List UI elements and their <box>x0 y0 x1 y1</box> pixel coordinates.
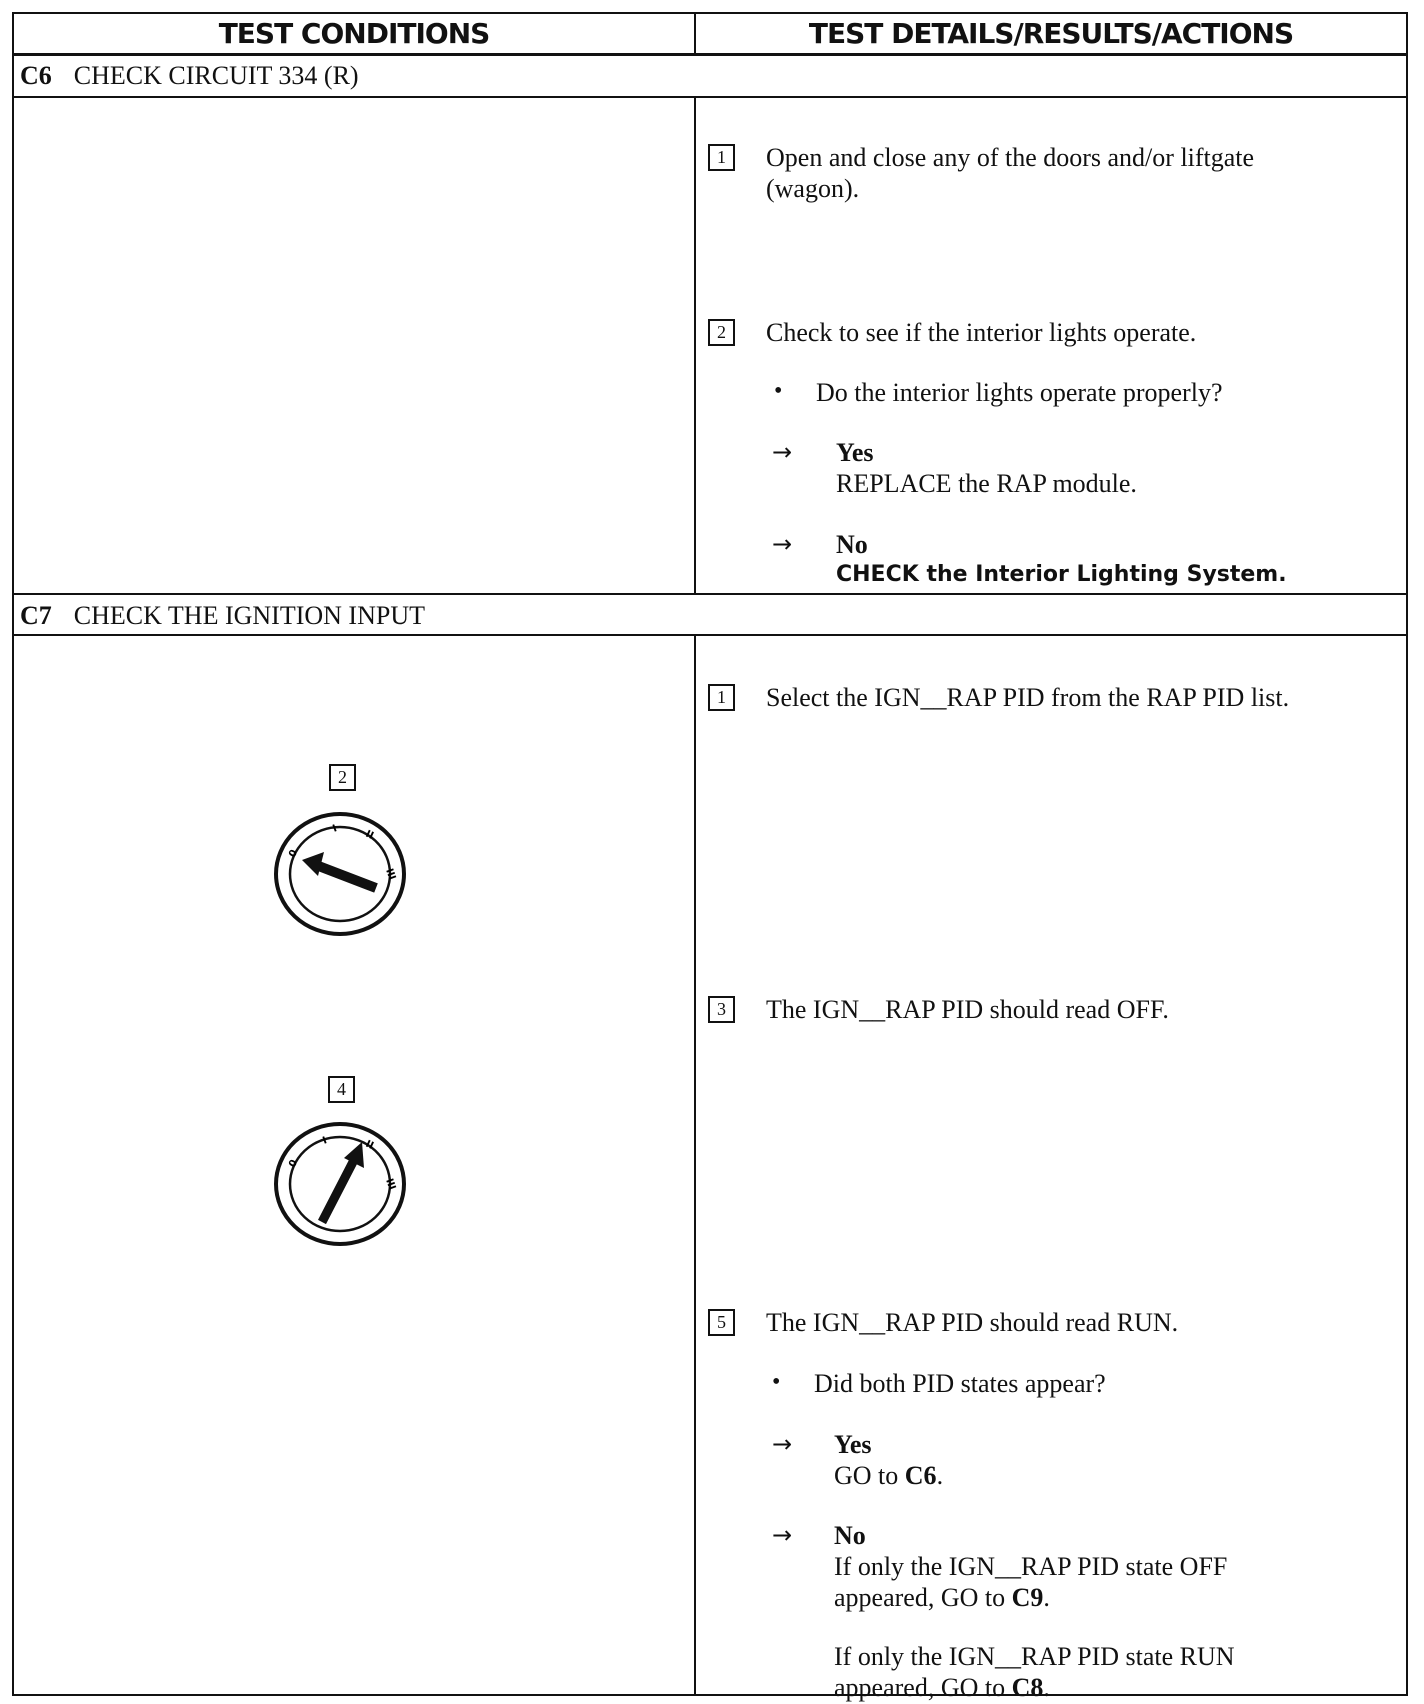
c7-no-action-1 <box>834 1551 1227 1613</box>
c6-step-1-number: 1 <box>708 144 735 171</box>
c7-question: Did both PID states appear? <box>814 1369 1106 1398</box>
c6-title-divider <box>12 96 1408 98</box>
c6-column-divider <box>694 97 696 594</box>
c7-no-action-2-ref: C8 <box>1011 1673 1044 1702</box>
c6-yes-label: Yes <box>836 438 874 467</box>
c7-step-5-text: The IGN__RAP PID should read RUN. <box>766 1308 1179 1337</box>
c6-code: C6 <box>20 61 52 90</box>
c7-step-1-text: Select the IGN__RAP PID from the RAP PID list. <box>766 683 1290 712</box>
c6-step-1-text <box>766 142 1386 204</box>
c6-section-title <box>20 56 359 96</box>
c7-yes-action-prefix: GO to <box>834 1461 905 1490</box>
c7-bullet-icon: • <box>772 1369 781 1395</box>
c7-step-3-number: 3 <box>708 996 735 1023</box>
c7-no-arrow-icon: → <box>772 1521 793 1549</box>
c6-step-1-line1: Open and close any of the doors and/or liftgate <box>766 143 1255 172</box>
svg-text:0: 0 <box>287 847 301 860</box>
c7-no-action-1-ref: C9 <box>1011 1583 1044 1612</box>
header-test-conditions: TEST CONDITIONS <box>218 17 490 50</box>
c7-no-action-2 <box>834 1641 1235 1703</box>
c7-yes-arrow-icon: → <box>772 1430 793 1458</box>
c6-step-1-line2: (wagon). <box>766 174 860 203</box>
header-test-details: TEST DETAILS/RESULTS/ACTIONS <box>808 17 1294 50</box>
c7-no-action-2-line2: appeared, GO to C8. <box>834 1673 1050 1702</box>
c7-step-5-number: 5 <box>708 1309 735 1336</box>
c7-yes-label: Yes <box>834 1430 872 1459</box>
c6-no-arrow-icon: → <box>772 530 793 558</box>
svg-text:I: I <box>331 823 339 835</box>
svg-text:II: II <box>363 828 376 842</box>
svg-text:III: III <box>383 1177 398 1192</box>
c6-step-2-number: 2 <box>708 319 735 346</box>
svg-text:III: III <box>383 867 398 882</box>
c6-no-label: No <box>836 530 868 559</box>
ignition-switch-run-icon <box>272 1120 408 1248</box>
c7-title: CHECK THE IGNITION INPUT <box>73 601 425 630</box>
c6-title: CHECK CIRCUIT 334 (R) <box>73 61 359 90</box>
c7-column-divider <box>694 635 696 1696</box>
ignition-switch-off-icon <box>272 810 408 938</box>
c6-yes-action: REPLACE the RAP module. <box>836 469 1137 498</box>
c7-yes-period: . <box>936 1461 944 1490</box>
c7-no-action-1-line1: If only the IGN__RAP PID state OFF <box>834 1552 1228 1581</box>
c7-step-1-number: 1 <box>708 684 735 711</box>
c7-yes-action-ref: C6 <box>904 1461 937 1490</box>
c6-bullet-icon: • <box>774 378 783 404</box>
table-frame <box>12 12 1408 1696</box>
c6-no-action: CHECK the Interior Lighting System. <box>836 562 1287 587</box>
svg-text:0: 0 <box>287 1157 301 1170</box>
c6-yes-arrow-icon: → <box>772 438 793 466</box>
c6-question: Do the interior lights operate properly? <box>816 378 1223 407</box>
c7-no-label: No <box>834 1521 866 1550</box>
svg-text:I: I <box>321 1135 329 1147</box>
c7-code: C7 <box>20 601 52 630</box>
c7-yes-action <box>834 1460 943 1491</box>
c7-step-3-text: The IGN__RAP PID should read OFF. <box>766 995 1169 1024</box>
c7-figure-2-number: 2 <box>329 764 356 791</box>
c7-no-action-1-line2: appeared, GO to C9. <box>834 1583 1050 1612</box>
c7-no-action-2-line1: If only the IGN__RAP PID state RUN <box>834 1642 1235 1671</box>
c7-section-divider <box>12 593 1408 595</box>
c7-figure-4-number: 4 <box>328 1076 355 1103</box>
svg-text:II: II <box>363 1138 376 1152</box>
c7-section-title <box>20 596 425 636</box>
c6-step-2-text: Check to see if the interior lights operate. <box>766 318 1197 347</box>
